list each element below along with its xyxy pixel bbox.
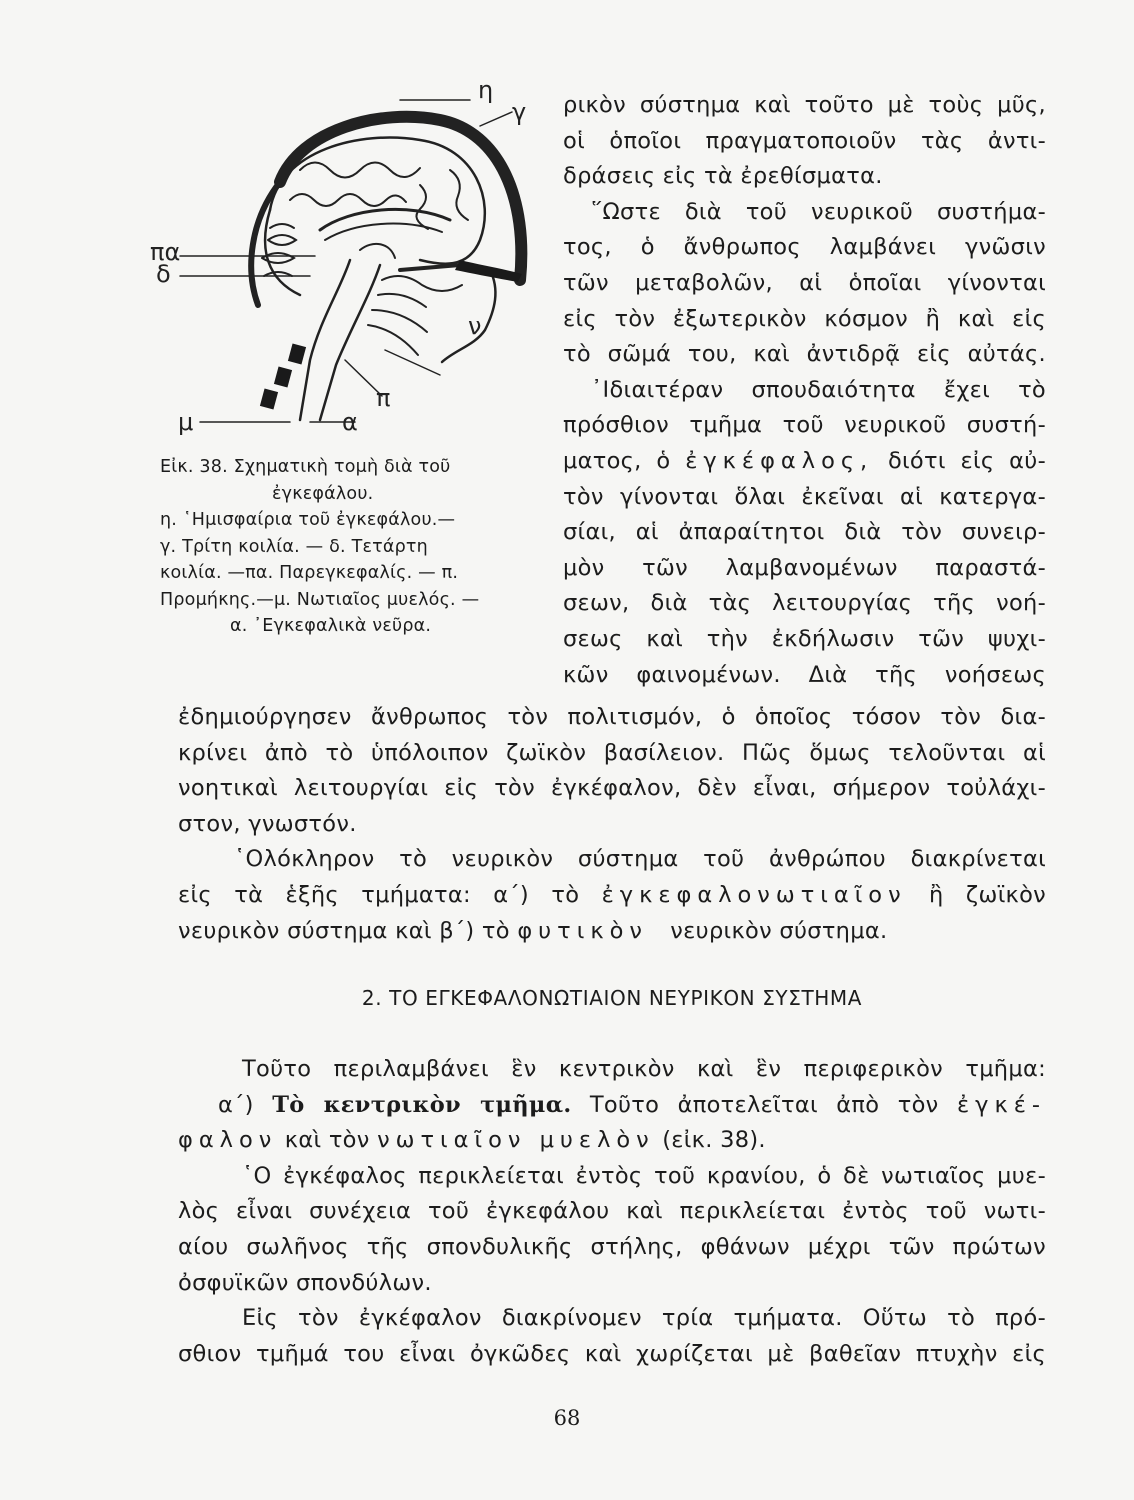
page-number: 68 [553,1406,581,1430]
text-line: τὸν γίνονται ὅλαι ἐκεῖναι αἱ κατεργα- [563,483,1046,510]
caption-line: γ. Τρίτη κοιλία. — δ. Τετάρτη [160,536,428,557]
text-line: τος, ὁ ἄνθρωπος λαμβάνει γνῶσιν [563,234,1046,261]
text-line: σεως καὶ τὴν ἐκδήλωσιν τῶν ψυχι- [563,625,1046,652]
text-line: μὸν τῶν λαμβανομένων παραστά- [563,554,1046,581]
text-line: αίου σωλῆνος τῆς σπονδυλικῆς στήλης, φθάνων μέχρι τῶν πρώτων [178,1233,1046,1260]
text-line: λὸς εἶναι συνέχεια τοῦ ἐγκεφάλου καὶ περικλείεται ἐντὸς τοῦ νωτι- [178,1198,1046,1225]
label-eta: η [478,76,494,104]
text-line: ματος, ὁ ἐγκέφαλος, διότι εἰς αὐ- [563,447,1046,474]
text-line: πρόσθιον τμῆμα τοῦ νευρικοῦ συστή- [563,412,1046,439]
brain-section-drawing [150,90,550,450]
caption-line: α. ᾿Εγκεφαλικὰ νεῦρα. [230,616,432,636]
text-line: εἰς τὸν ἐξωτερικὸν κόσμον ἢ καὶ εἰς [563,305,1046,332]
text-line: ὀσφυϊκῶν σπονδύλων. [178,1269,432,1296]
text-line: δράσεις εἰς τὰ ἐρεθίσματα. [563,163,883,190]
text-line: Εἰς τὸν ἐγκέφαλον διακρίνομεν τρία τμήματα. Οὕτω τὸ πρό- [242,1305,1046,1332]
caption-line: ἐγκεφάλου. [272,483,374,504]
text-line: τὸ σῶμά του, καὶ ἀντιδρᾷ εἰς αὐτάς. [563,341,1046,368]
text-line: ἐδημιούργησεν ἄνθρωπος τὸν πολιτισμόν, ὁ ὁποῖος τόσον τὸν δια- [178,704,1046,730]
label-gamma: γ [512,98,527,126]
text-line: Τοῦτο περιλαμβάνει ἓν κεντρικὸν καὶ ἓν περιφερικὸν τμῆμα: [242,1056,1046,1082]
label-nu: ν [468,312,482,340]
wide-text-block [178,700,1046,949]
caption-line: η. ῾Ημισφαίρια τοῦ ἐγκεφάλου.— [160,510,456,530]
figure-caption [160,454,546,640]
text-line: κρίνει ἀπὸ τὸ ὑπόλοιπον ζωϊκὸν βασίλειον. Πῶς ὅμως τελοῦνται αἱ [178,739,1046,766]
text-line: σίαι, αἱ ἀπαραίτητοι διὰ τὸν συνειρ- [563,519,1046,546]
text-line: ρικὸν σύστημα καὶ τοῦτο μὲ τοὺς μῦς, [563,92,1046,118]
text-line: νοητικαὶ λειτουργίαι εἰς τὸν ἐγκέφαλον, δὲν εἶναι, σήμερον τοὐλάχι- [178,775,1046,802]
narrow-text-column [563,88,1046,693]
brain-figure [150,76,550,450]
text-line: οἱ ὁποῖοι πραγματοποιοῦν τὰς ἀντι- [563,127,1046,154]
text-line: τῶν μεταβολῶν, αἱ ὁποῖαι γίνονται [563,269,1046,296]
label-alpha: α [342,408,358,436]
text-line: σθιον τμῆμά του εἶναι ὀγκῶδες καὶ χωρίζεται μὲ βαθεῖαν πτυχὴν εἰς [178,1340,1046,1367]
label-delta: δ [156,260,171,288]
caption-line: Εἰκ. 38. Σχηματικὴ τομὴ διὰ τοῦ [160,457,451,477]
text-line: εἰς τὰ ἑξῆς τμήματα: α΄) τὸ ἐγκεφαλονωτιαῖον ἢ ζωϊκὸν [178,881,1047,908]
label-pi: π [376,384,391,412]
text-line: α΄) Τὸ κεντρικὸν τμῆμα. Τοῦτο ἀποτελεῖται ἀπὸ τὸν ἐγκέ- [218,1091,1046,1118]
section-text-block [178,1052,1046,1372]
label-mu: μ [178,408,194,436]
label-pa: πα [150,238,181,266]
text-line: νευρικὸν σύστημα καὶ β΄) τὸ φυτικὸν νευρικὸν σύστημα. [178,917,888,944]
text-line: ῞Ωστε διὰ τοῦ νευρικοῦ συστήμα- [591,198,1046,225]
caption-line: Προμήκης.—μ. Νωτιαῖος μυελός. — [160,589,480,610]
text-line: φαλον καὶ τὸν νωτιαῖον μυελὸν (εἰκ. 38). [178,1127,766,1154]
text-line: κῶν φαινομένων. Διὰ τῆς νοήσεως [563,661,1046,688]
text-line: ῾Ολόκληρον τὸ νευρικὸν σύστημα τοῦ ἀνθρώπου διακρίνεται [234,846,1046,873]
text-line: ᾿Ιδιαιτέραν σπουδαιότητα ἔχει τὸ [591,376,1046,403]
text-line: στον, γνωστόν. [178,810,357,837]
text-line: ῾Ο ἐγκέφαλος περικλείεται ἐντὸς τοῦ κρανίου, ὁ δὲ νωτιαῖος μυε- [242,1162,1046,1189]
section-heading: 2. ΤΟ ΕΓΚΕΦΑΛΟΝΩΤΙΑΙΟΝ ΝΕΥΡΙΚΟΝ ΣΥΣΤΗΜΑ [361,986,863,1010]
caption-line: κοιλία. —πα. Παρεγκεφαλίς. — π. [160,563,459,583]
text-line: σεων, διὰ τὰς λειτουργίας τῆς νοή- [563,590,1046,617]
